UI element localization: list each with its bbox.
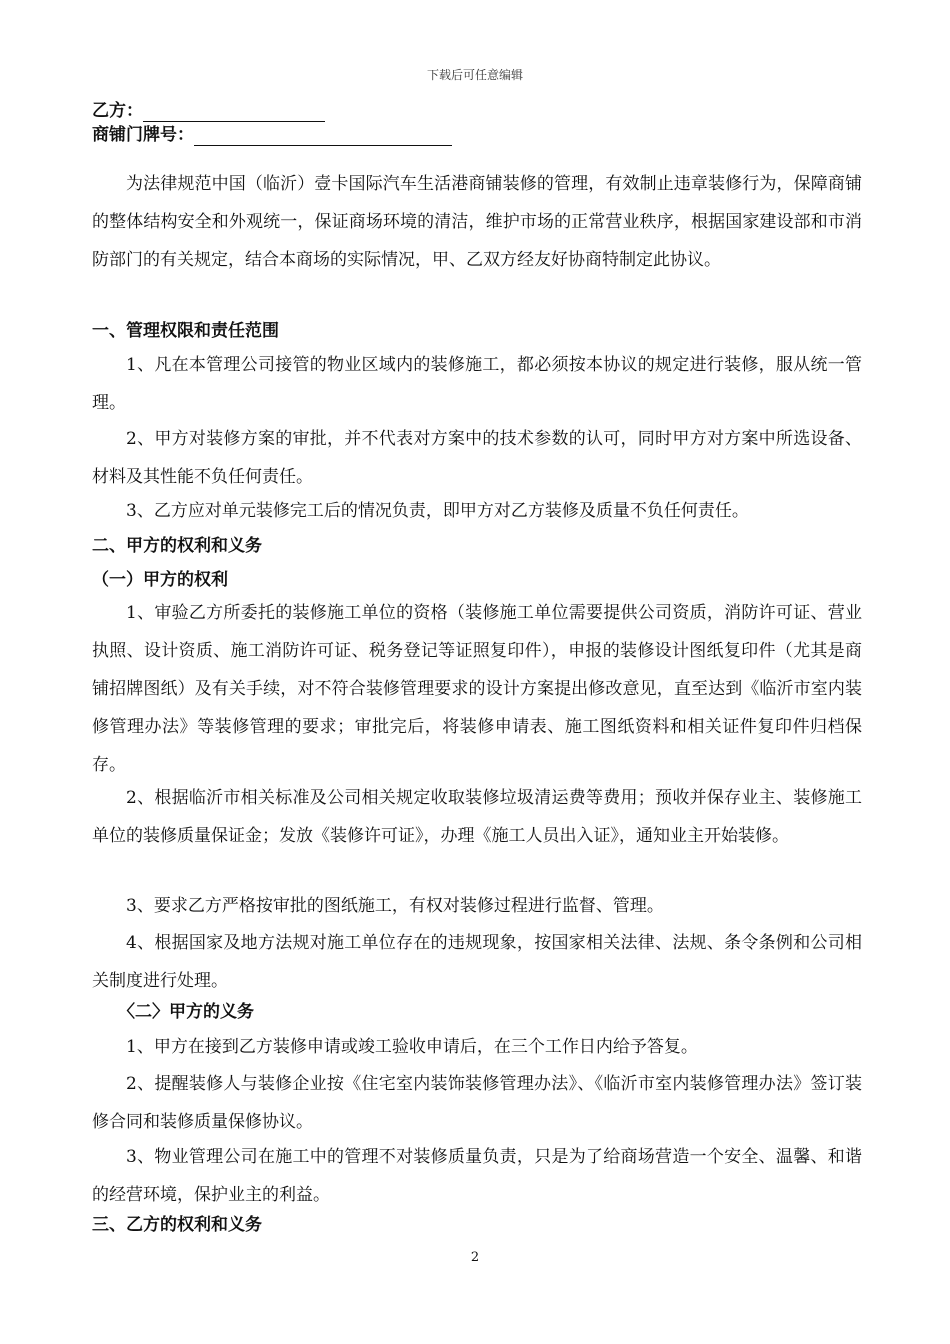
section2-sub2-title: 〈二〉甲方的义务 — [118, 1002, 254, 1022]
shop-number-label: 商铺门牌号： — [92, 125, 194, 145]
section3-title: 三、乙方的权利和义务 — [92, 1215, 262, 1235]
section1-item-3: 3、乙方应对单元装修完工后的情况负责，即甲方对乙方装修及质量不负任何责任。 — [126, 501, 749, 521]
header-note: 下载后可任意编辑 — [426, 68, 523, 82]
rights-item-2: 2、根据临沂市相关标准及公司相关规定收取装修垃圾清运费等费用；预收并保存业主、装修施工单位的装修质量保证金；发放《装修许可证》，办理《施工人员出入证》，通知业主开始装修。 — [92, 788, 862, 846]
section2-sub1-title: （一）甲方的权利 — [92, 570, 228, 590]
duties-item-1: 1、甲方在接到乙方装修申请或竣工验收申请后，在三个工作日内给予答复。 — [126, 1037, 698, 1057]
section1-title: 一、管理权限和责任范围 — [92, 321, 279, 341]
duties-item-3: 3、物业管理公司在施工中的管理不对装修质量负责，只是为了给商场营造一个安全、温馨、和谐的经营环境，保护业主的利益。 — [92, 1147, 862, 1205]
page-number: 2 — [470, 1250, 480, 1265]
party-b-label: 乙方： — [92, 101, 143, 121]
shop-number-blank — [194, 127, 452, 146]
rights-item-1: 1、审验乙方所委托的装修施工单位的资格（装修施工单位需要提供公司资质，消防许可证、营业执照、设计资质、施工消防许可证、税务登记等证照复印件），申报的装修设计图纸复印件（尤其是商铺招牌图纸）及有关手续，对不符合装修管理要求的设计方案提出修改意见，直至达到《临沂市室内装修管理办法》等装修管理的要求；审批完后，将装修申请表、施工图纸资料和相关证件复印件归档保存。 — [92, 603, 862, 775]
section2-title: 二、甲方的权利和义务 — [92, 536, 262, 556]
party-b-blank — [143, 103, 325, 122]
duties-item-2: 2、提醒装修人与装修企业按《住宅室内装饰装修管理办法》、《临沂市室内装修管理办法》签订装修合同和装修质量保修协议。 — [92, 1074, 862, 1132]
section1-item-2: 2、甲方对装修方案的审批，并不代表对方案中的技术参数的认可，同时甲方对方案中所选设备、材料及其性能不负任何责任。 — [92, 429, 862, 487]
intro-paragraph: 为法律规范中国（临沂）壹卡国际汽车生活港商铺装修的管理，有效制止违章装修行为，保障商铺的整体结构安全和外观统一，保证商场环境的清洁，维护市场的正常营业秩序，根据国家建设部和市消防部门的有关规定，结合本商场的实际情况，甲、乙双方经友好协商特制定此协议。 — [92, 174, 862, 270]
section1-item-1: 1、凡在本管理公司接管的物业区域内的装修施工，都必须按本协议的规定进行装修，服从统一管理。 — [92, 355, 862, 413]
rights-item-3: 3、要求乙方严格按审批的图纸施工，有权对装修过程进行监督、管理。 — [126, 896, 664, 916]
rights-item-4: 4、根据国家及地方法规对施工单位存在的违规现象，按国家相关法律、法规、条令条例和公司相关制度进行处理。 — [92, 933, 862, 991]
shop-number-line — [92, 124, 452, 146]
party-b-line — [92, 100, 325, 122]
